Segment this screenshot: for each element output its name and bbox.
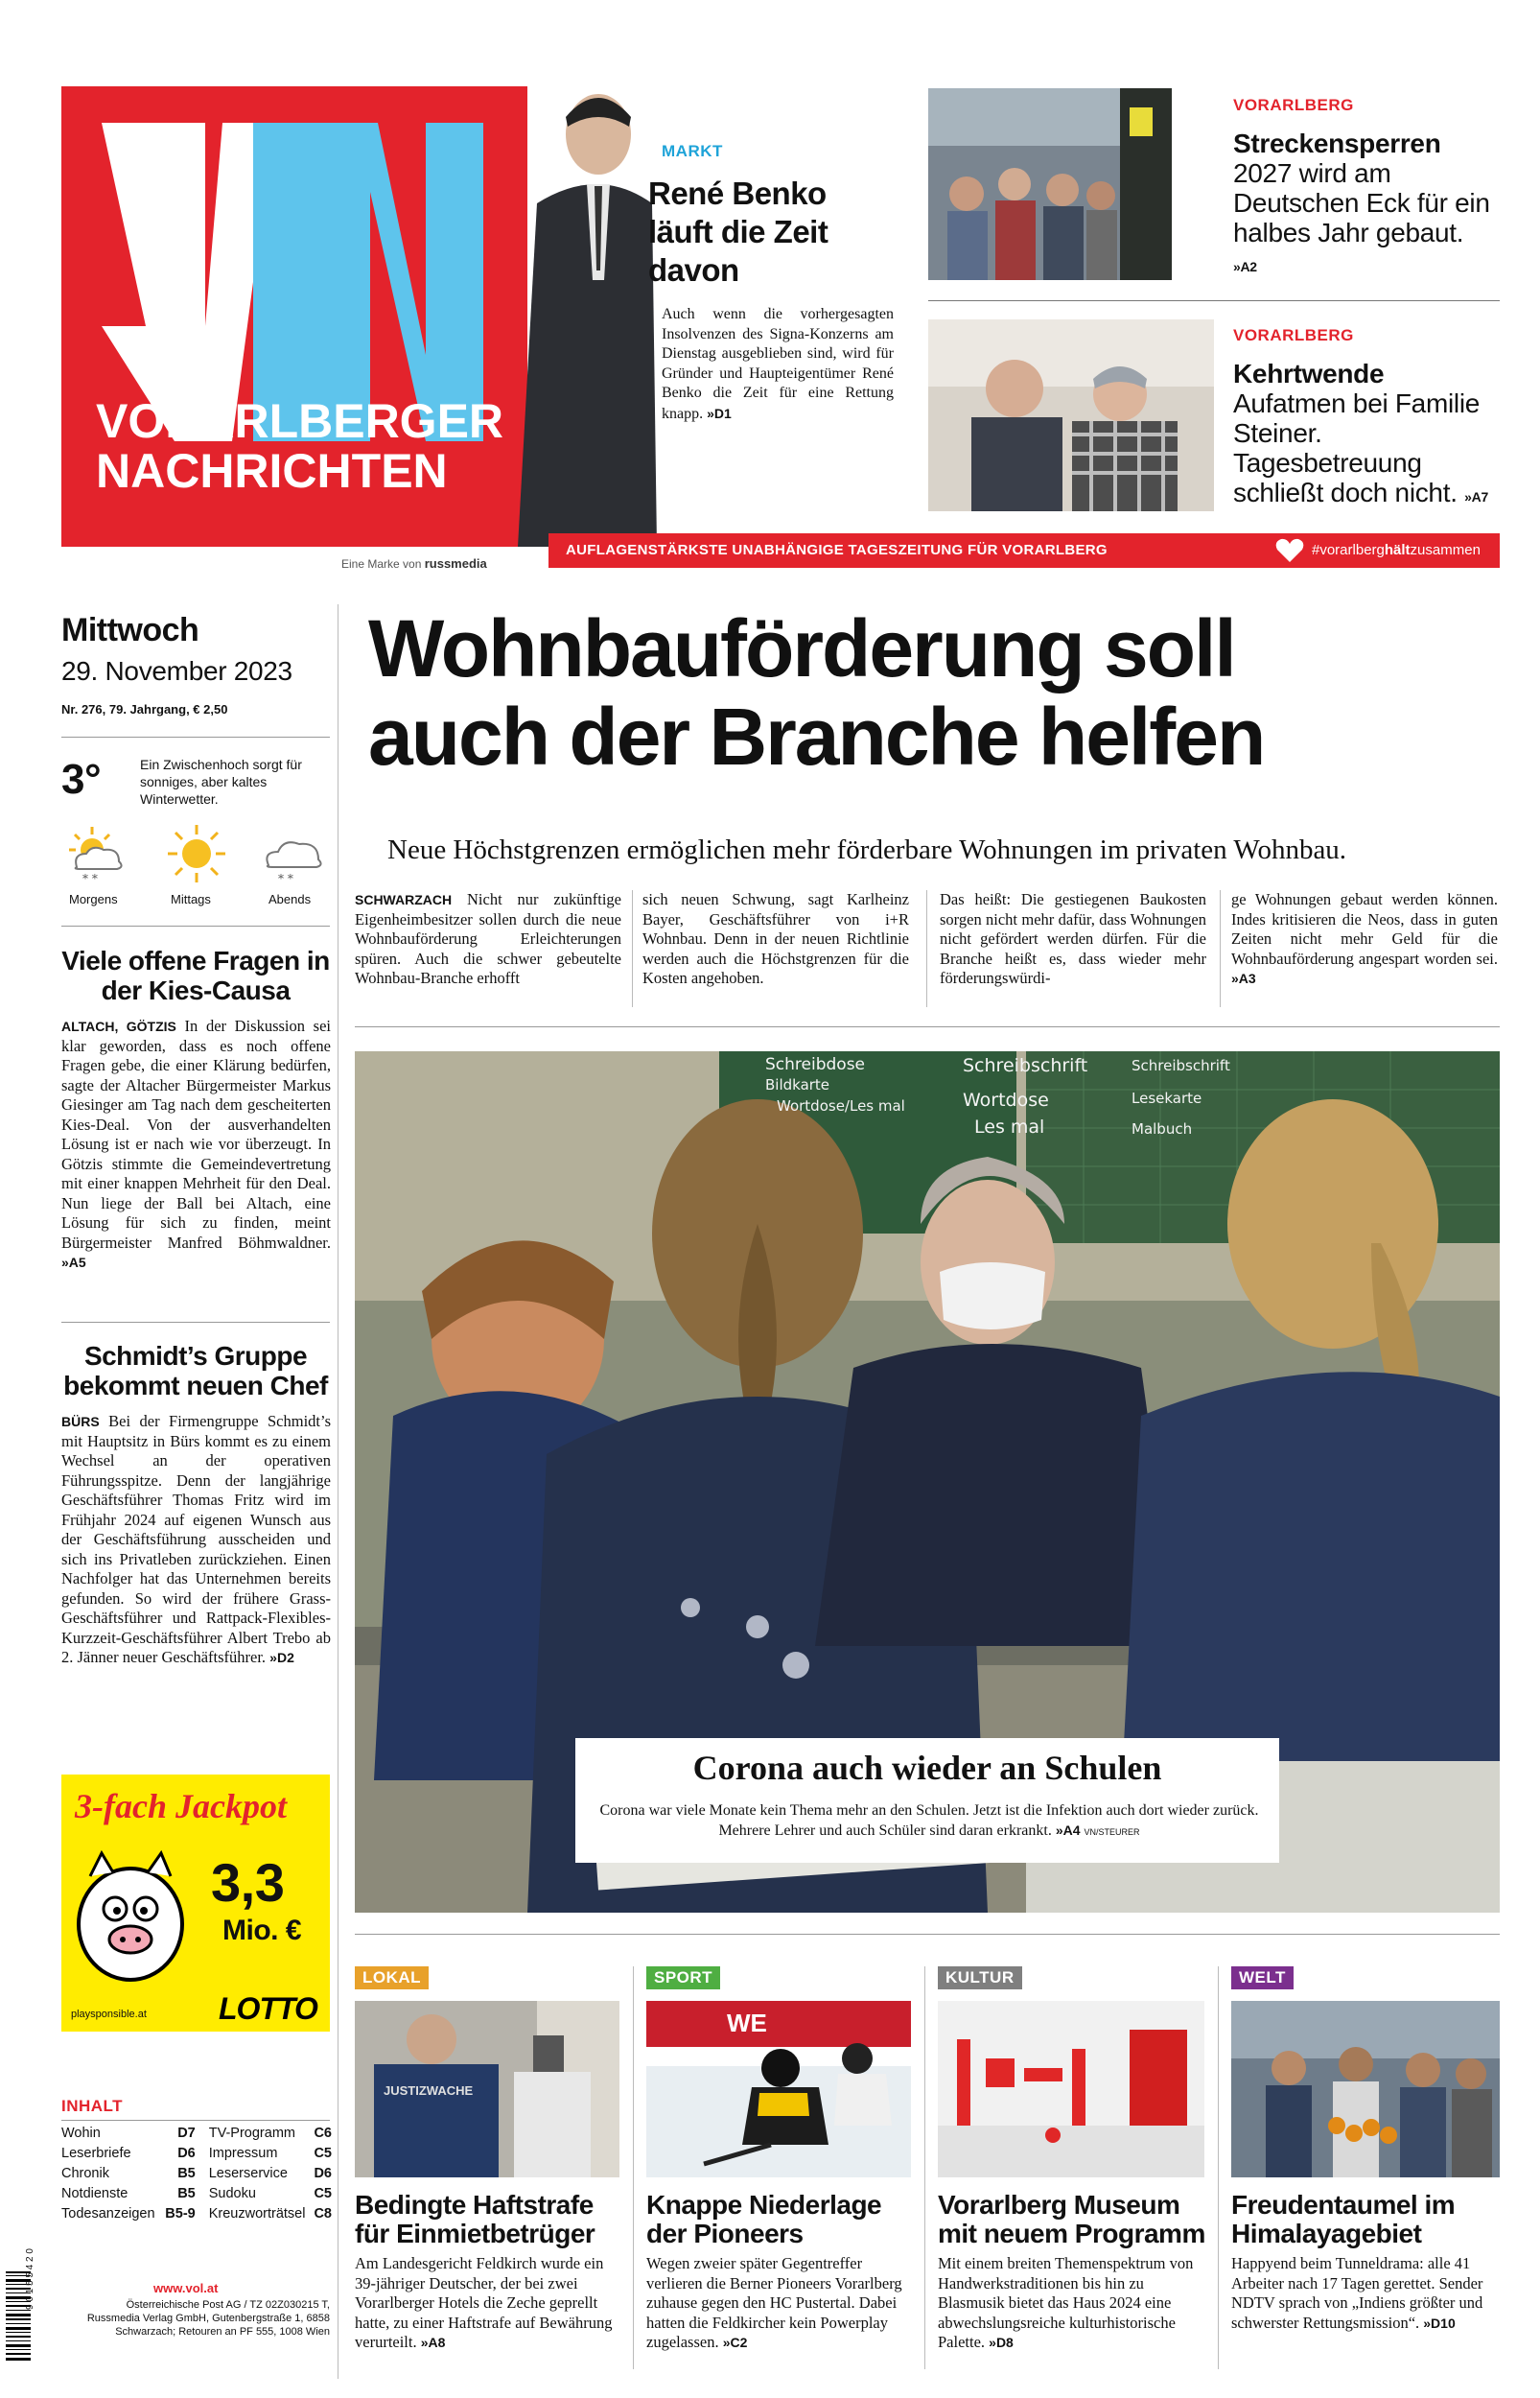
weather-temp: 3° bbox=[61, 756, 102, 803]
lead-col1-text: Nicht nur zukünftige Eigenheimbesitzer sollen durch die neue Wohnbauförderung Erleichterungen spüren. Auch die schwer gebeutelte Wohnbau-Branche erhofft bbox=[355, 890, 621, 987]
section-body-sport-text: Wegen zweier später Gegentreffer verlieren die Berner Pioneers Vorarlberg zuhause gegen den HC Pustertal. Dabei hatten die Feldkircher kein Powerplay zugelassen. bbox=[646, 2254, 902, 2351]
vn-logo[interactable] bbox=[61, 86, 527, 547]
inhalt-page: C5 bbox=[314, 2146, 332, 2161]
classroom-photo bbox=[355, 1051, 1500, 1913]
section-tag-sport[interactable]: SPORT bbox=[646, 1966, 720, 1989]
section-tag-kultur[interactable]: KULTUR bbox=[938, 1966, 1022, 1989]
inhalt-page: D7 bbox=[177, 2126, 196, 2141]
barcode bbox=[6, 2248, 46, 2363]
kies-divider bbox=[61, 1322, 330, 1323]
photo-caption-ref[interactable]: »A4 bbox=[1055, 1822, 1081, 1838]
lotto-amount: 3,3 bbox=[211, 1852, 285, 1913]
date: 29. November 2023 bbox=[61, 656, 292, 686]
board-text-5: Wortdose bbox=[963, 1090, 1049, 1111]
svg-text:* *: * * bbox=[82, 872, 98, 884]
lotto-pig-icon bbox=[67, 1847, 201, 1991]
inhalt-item[interactable]: Kreuzworträtsel bbox=[208, 2206, 306, 2222]
lead-col4 bbox=[1231, 890, 1498, 989]
strecke-kicker: VORARLBERG bbox=[1233, 96, 1354, 114]
strecke-ref[interactable]: »A2 bbox=[1233, 259, 1257, 274]
section-body-kultur bbox=[938, 2254, 1208, 2353]
lead-col4-text: ge Wohnungen gebaut werden können. Indes kritisieren die Neos, dass in guten Zeiten nicht mehr Geld für die Wohnbauförderung angespart worden sei. bbox=[1231, 890, 1498, 968]
photo-caption-box[interactable] bbox=[575, 1738, 1279, 1863]
cloud-snow-night-icon bbox=[257, 827, 328, 884]
date-divider bbox=[61, 737, 330, 738]
hashtag-bold: hält bbox=[1384, 542, 1411, 558]
lead-subhead: Neue Höchstgrenzen ermöglichen mehr förderbare Wohnungen im privaten Wohnbau. bbox=[387, 835, 1347, 865]
banner-text: AUFLAGENSTÄRKSTE UNABHÄNGIGE TAGESZEITUNG FÜR VORARLBERG bbox=[566, 542, 1108, 558]
section-body-lokal bbox=[355, 2254, 627, 2353]
board-text-8: Lesekarte bbox=[1132, 1090, 1202, 1107]
hashtag[interactable] bbox=[1312, 542, 1481, 558]
section-headline-welt[interactable]: Freudentaumel im Himalayagebiet bbox=[1231, 2190, 1456, 2248]
section-ref-sport[interactable]: »C2 bbox=[722, 2335, 748, 2350]
brand-note bbox=[341, 556, 487, 571]
inhalt-page: B5 bbox=[177, 2166, 196, 2181]
board-text-6: Les mal bbox=[974, 1117, 1045, 1138]
board-text-1: Schreibdose bbox=[765, 1055, 866, 1074]
inhalt-item[interactable]: Chronik bbox=[61, 2166, 109, 2181]
logo-line1: VORARLBERGER bbox=[96, 394, 504, 448]
photo-bottom-rule bbox=[355, 1934, 1500, 1935]
logo-line2: NACHRICHTEN bbox=[96, 444, 448, 498]
benko-photo bbox=[499, 88, 657, 547]
inhalt-table bbox=[61, 2124, 332, 2224]
schmidt-ref[interactable]: »D2 bbox=[269, 1650, 294, 1665]
inhalt-page: C6 bbox=[314, 2126, 332, 2141]
kies-body-text: In der Diskussion sei klar geworden, dass es noch offene Fragen gebe, die einer Klärung bedürfen, sagte der Altacher Bürgermeister Markus Giesinger am Tag nach dem gescheiterten Kies-Deal. Von der ausverhandelten Lösung ist er nach wie vor überzeugt. In Götzis stimmte die Gemeindevertretung mit einer knappen Mehrheit für den Deal. Nun liege der Ball bei Altach, eine Lösung für sich zu finden, meint Bürgermeister Manfred Böhmwaldner. bbox=[61, 1017, 331, 1252]
inhalt-item[interactable]: Wohin bbox=[61, 2126, 101, 2141]
section-rule-3 bbox=[1218, 1966, 1219, 2369]
inhalt-item[interactable]: TV-Programm bbox=[208, 2126, 295, 2141]
weather-divider bbox=[61, 926, 330, 927]
weather-text: Ein Zwischenhoch sorgt für sonniges, aber kaltes Winterwetter. bbox=[140, 757, 302, 807]
steiner-headline[interactable] bbox=[1233, 359, 1498, 512]
section-headline-kultur[interactable]: Vorarlberg Museum mit neuem Programm bbox=[938, 2190, 1205, 2248]
markt-body-text: Auch wenn die vorhergesagten Insolvenzen des Signa-Konzerns am Dienstag ausgeblieben sind, wird für Gründer und Haupteigentümer René Benko die Zeit für eine Rettung knapp. bbox=[662, 306, 894, 422]
lokal-photo bbox=[355, 2001, 619, 2177]
brand-name: russmedia bbox=[424, 556, 487, 571]
section-rule-2 bbox=[924, 1966, 925, 2369]
photo-credit: VN/STEURER bbox=[1084, 1827, 1140, 1837]
steiner-photo bbox=[928, 319, 1214, 511]
kies-ref[interactable]: »A5 bbox=[61, 1255, 86, 1270]
section-ref-lokal[interactable]: »A8 bbox=[420, 2335, 446, 2350]
lead-col-rule-3 bbox=[1220, 890, 1221, 1007]
inhalt-item[interactable]: Impressum bbox=[208, 2146, 278, 2161]
section-rule-1 bbox=[633, 1966, 634, 2369]
hashtag-suffix: zusammen bbox=[1410, 542, 1481, 558]
inhalt-item[interactable]: Sudoku bbox=[208, 2186, 256, 2201]
strecke-headline-rest: 2027 wird am Deutschen Eck für ein halbes Jahr gebaut. bbox=[1233, 158, 1490, 247]
markt-kicker: MARKT bbox=[662, 142, 723, 160]
lead-ref[interactable]: »A3 bbox=[1231, 971, 1256, 986]
inhalt-item[interactable]: Notdienste bbox=[61, 2186, 128, 2201]
section-tag-welt[interactable]: WELT bbox=[1231, 1966, 1294, 1989]
markt-body bbox=[662, 305, 894, 424]
lead-col-rule-2 bbox=[926, 890, 927, 1007]
photo-caption-text: Corona war viele Monate kein Thema mehr an den Schulen. Jetzt ist die Infektion auch dort wieder zurück. Mehrere Lehrer und auch Schüler sind daran erkrankt. bbox=[599, 1802, 1259, 1839]
markt-headline[interactable]: René Benko läuft die Zeit davon bbox=[648, 176, 828, 288]
sun-icon bbox=[163, 823, 230, 884]
markt-ref[interactable]: »D1 bbox=[707, 405, 732, 421]
section-body-kultur-text: Mit einem breiten Themenspektrum von Handwerkstraditionen bis hin zu Blasmusik bietet das Haus 2024 eine abwechslungsreiche kulturhistorische Palette. bbox=[938, 2254, 1194, 2351]
board-text-2: Bildkarte bbox=[765, 1076, 830, 1093]
section-ref-welt[interactable]: »D10 bbox=[1423, 2315, 1456, 2331]
schmidt-place: BÜRS bbox=[61, 1414, 100, 1429]
inhalt-row bbox=[61, 2184, 332, 2204]
footer-site[interactable]: www.vol.at bbox=[153, 2281, 219, 2295]
schmidt-body-text: Bei der Firmengruppe Schmidt’s mit Hauptsitz in Bürs kommt es zu einem Wechsel an der operativen Führungsspitze. Denn der langjährige Geschäftsführer Thomas Fritz wird im Frühjahr 2024 auf eigenen Wunsch aus der Geschäftsführung ausscheiden und sich ins Privatleben zurückziehen. Einen Nachfolger hat das Unternehmen bereits gefunden. So wird der frühere Grass-Geschäftsführer und Rattpack-Flexibles-Kurzzeit-Geschäftsführer Albert Trebo ab 2. Jänner neuer Geschäftsführer. bbox=[61, 1412, 331, 1666]
lead-col2: sich neuen Schwung, sagt Karlheinz Bayer, Geschäftsführer von i+R Wohnbau. Denn in der neuen Richtlinie werden auch die Höchstgrenzen für die Kosten angehoben. bbox=[642, 890, 909, 987]
section-body-lokal-text: Am Landesgericht Feldkirch wurde ein 39-jähriger Deutscher, der bei zwei Vorarlberger Hotels die Zeche geprellt hatte, zu einer Haftstrafe auf Bewährung verurteilt. bbox=[355, 2254, 613, 2351]
section-tag-lokal[interactable]: LOKAL bbox=[355, 1966, 429, 1989]
steiner-ref[interactable]: »A7 bbox=[1464, 489, 1488, 505]
inhalt-page: D6 bbox=[314, 2166, 332, 2181]
strecke-headline-bold: Streckensperren bbox=[1233, 129, 1441, 158]
lokal-photo-label: JUSTIZWACHE bbox=[384, 2083, 474, 2098]
photo-caption-headline: Corona auch wieder an Schulen bbox=[692, 1749, 1162, 1787]
lead-col3: Das heißt: Die gestiegenen Baukosten sorgen nicht mehr dafür, dass Wohnungen nicht gefördert werden dürfen. Für die Branche heißt es, dass wieder mehr förderungswürdi- bbox=[940, 890, 1206, 987]
inhalt-row bbox=[61, 2204, 332, 2224]
weekday: Mittwoch bbox=[61, 612, 199, 648]
weather-label-morning: Morgens bbox=[69, 892, 118, 906]
inhalt-row bbox=[61, 2144, 332, 2164]
brand-note-text: Eine Marke von bbox=[341, 557, 422, 571]
kies-place: ALTACH, GÖTZIS bbox=[61, 1019, 176, 1034]
lotto-site: playsponsible.at bbox=[71, 2009, 147, 2020]
section-body-welt-text: Happyend beim Tunneldrama: alle 41 Arbeiter nach 17 Tagen gerettet. Sender NDTV sprach von „Indiens größter und schwerster Rettungsmission“. bbox=[1231, 2254, 1483, 2332]
section-headline-sport[interactable]: Knappe Niederlage der Pioneers bbox=[646, 2190, 882, 2248]
section-ref-kultur[interactable]: »D8 bbox=[989, 2335, 1014, 2350]
kies-body bbox=[61, 1017, 331, 1273]
svg-text:* *: * * bbox=[278, 872, 293, 884]
station-photo bbox=[928, 88, 1172, 280]
lotto-brand: LOTTO bbox=[219, 1991, 317, 2026]
lead-col1 bbox=[355, 890, 621, 989]
issue-info: Nr. 276, 79. Jahrgang, € 2,50 bbox=[61, 702, 228, 717]
welt-photo bbox=[1231, 2001, 1500, 2177]
lotto-title: 3-fach Jackpot bbox=[75, 1787, 287, 1825]
teaser-divider bbox=[928, 300, 1500, 301]
inhalt-page: B5 bbox=[177, 2186, 196, 2201]
board-text-7: Schreibschrift bbox=[1132, 1057, 1230, 1074]
schmidt-headline[interactable]: Schmidt’s Gruppe bekommt neuen Chef bbox=[63, 1341, 328, 1400]
barcode-number: 9 0 1 5 5 4 2 0 bbox=[25, 2248, 35, 2310]
weather-label-evening: Abends bbox=[268, 892, 312, 906]
strecke-headline[interactable] bbox=[1233, 129, 1492, 282]
inhalt-page: C8 bbox=[314, 2206, 332, 2222]
kultur-photo bbox=[938, 2001, 1204, 2177]
board-text-3: Wortdose/Les mal bbox=[777, 1097, 905, 1115]
lotto-ad[interactable] bbox=[61, 1775, 330, 2032]
lead-place: SCHWARZACH bbox=[355, 892, 453, 907]
weather-label-noon: Mittags bbox=[171, 892, 211, 906]
section-headline-lokal[interactable]: Bedingte Haftstrafe für Einmietbetrüger bbox=[355, 2190, 595, 2248]
kies-headline[interactable]: Viele offene Fragen in der Kies-Causa bbox=[61, 946, 330, 1005]
steiner-headline-bold: Kehrtwende bbox=[1233, 359, 1385, 388]
inhalt-page: B5-9 bbox=[165, 2206, 196, 2222]
lead-headline-line2[interactable]: auch der Branche helfen bbox=[368, 692, 1265, 782]
section-body-welt bbox=[1231, 2254, 1500, 2333]
section-body-sport bbox=[646, 2254, 915, 2353]
steiner-headline-rest: Aufatmen bei Familie Steiner. Tagesbetreuung schließt doch nicht. bbox=[1233, 388, 1481, 507]
cloud-snow-icon bbox=[63, 825, 130, 884]
inhalt-divider bbox=[61, 2120, 330, 2121]
inhalt-item[interactable]: Leserbriefe bbox=[61, 2146, 131, 2161]
hashtag-prefix: #vorarlberg bbox=[1312, 542, 1385, 558]
steiner-kicker: VORARLBERG bbox=[1233, 326, 1354, 344]
schmidt-body bbox=[61, 1412, 331, 1668]
inhalt-item[interactable]: Todesanzeigen bbox=[61, 2206, 155, 2222]
board-text-4: Schreibschrift bbox=[963, 1055, 1088, 1076]
lead-headline-line1[interactable]: Wohnbauförderung soll bbox=[368, 603, 1235, 694]
heart-icon bbox=[1275, 538, 1304, 563]
lotto-unit: Mio. € bbox=[222, 1915, 302, 1946]
lead-bottom-rule bbox=[355, 1026, 1500, 1027]
inhalt-row bbox=[61, 2124, 332, 2144]
inhalt-title: INHALT bbox=[61, 2097, 124, 2115]
sport-photo-label: WE bbox=[727, 2009, 767, 2037]
footer-imprint: Österreichische Post AG / TZ 02Z030215 T, Russmedia Verlag GmbH, Gutenbergstraße 1, 6858 Schwarzach; Retouren an PF 555, 1008 Wien bbox=[86, 2299, 330, 2338]
inhalt-page: C5 bbox=[314, 2186, 332, 2201]
photo-caption-body bbox=[598, 1801, 1260, 1842]
benko-illustration bbox=[499, 88, 657, 547]
lead-col-rule-1 bbox=[632, 890, 633, 1007]
inhalt-row bbox=[61, 2164, 332, 2184]
board-text-9: Malbuch bbox=[1132, 1120, 1193, 1138]
inhalt-item[interactable]: Leserservice bbox=[208, 2166, 288, 2181]
sport-photo bbox=[646, 2001, 911, 2177]
inhalt-page: D6 bbox=[177, 2146, 196, 2161]
